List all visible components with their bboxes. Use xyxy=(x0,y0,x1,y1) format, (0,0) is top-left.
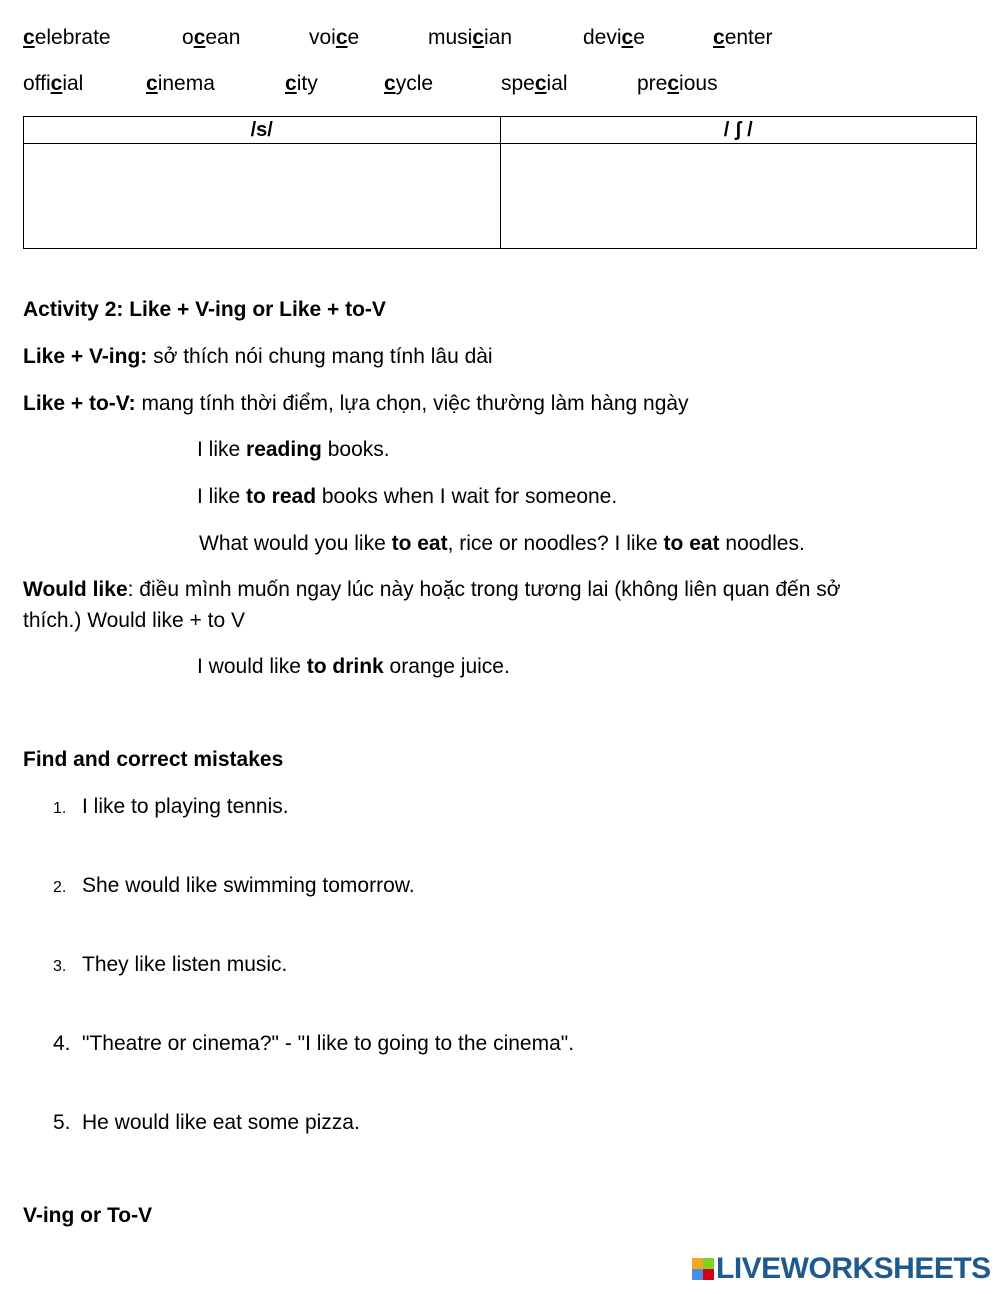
section3-title: V-ing or To-V xyxy=(23,1204,153,1227)
logo-square xyxy=(703,1269,714,1280)
table-header-sh: / ʃ / xyxy=(500,117,977,144)
word: ocean xyxy=(182,26,241,49)
s-sound-dropzone[interactable] xyxy=(24,144,501,249)
mistakes-title: Find and correct mistakes xyxy=(23,748,284,771)
word: cinema xyxy=(146,72,215,95)
liveworksheets-logo xyxy=(692,1254,991,1284)
item-text: She would like swimming tomorrow. xyxy=(82,874,415,897)
item-number: 5. xyxy=(53,1111,71,1134)
activity2-title: Activity 2: Like + V-ing or Like + to-V xyxy=(23,298,386,321)
would-like-rule-cont: thích.) Would like + to V xyxy=(23,609,245,632)
example-sentence: I would like to drink orange juice. xyxy=(197,655,510,678)
word: celebrate xyxy=(23,26,111,49)
word: official xyxy=(23,72,84,95)
example-sentence: I like reading books. xyxy=(197,438,390,461)
example-sentence: What would you like to eat, rice or noodles? I like to eat noodles. xyxy=(199,532,805,555)
item-text: They like listen music. xyxy=(82,953,288,976)
word: voice xyxy=(309,26,360,49)
word: city xyxy=(285,72,318,95)
word: cycle xyxy=(384,72,434,95)
item-text: I like to playing tennis. xyxy=(82,795,289,818)
example-sentence: I like to read books when I wait for someone. xyxy=(197,485,618,508)
logo-grid-icon xyxy=(692,1258,714,1280)
would-like-rule: Would like: điều mình muốn ngay lúc này hoặc trong tương lai (không liên quan đến sở xyxy=(23,578,841,601)
item-text: He would like eat some pizza. xyxy=(82,1111,360,1134)
word: precious xyxy=(637,72,718,95)
logo-square xyxy=(692,1269,703,1280)
item-text: "Theatre or cinema?" - "I like to going to the cinema". xyxy=(82,1032,575,1055)
sh-sound-dropzone[interactable] xyxy=(500,144,977,249)
logo-text: LIVEWORKSHEETS xyxy=(716,1252,991,1285)
word: device xyxy=(583,26,645,49)
word: special xyxy=(501,72,568,95)
item-number: 1. xyxy=(53,800,67,817)
word: center xyxy=(713,26,773,49)
item-number: 4. xyxy=(53,1032,71,1055)
logo-square xyxy=(703,1258,714,1269)
like-ving-rule: Like + V-ing: sở thích nói chung mang tính lâu dài xyxy=(23,345,493,368)
like-tov-rule: Like + to-V: mang tính thời điểm, lựa chọn, việc thường làm hàng ngày xyxy=(23,392,689,415)
word: musician xyxy=(428,26,513,49)
table-header-s: /s/ xyxy=(24,117,501,144)
item-number: 2. xyxy=(53,879,67,896)
item-number: 3. xyxy=(53,958,67,975)
logo-square xyxy=(692,1258,703,1269)
sound-sort-table xyxy=(23,116,977,249)
